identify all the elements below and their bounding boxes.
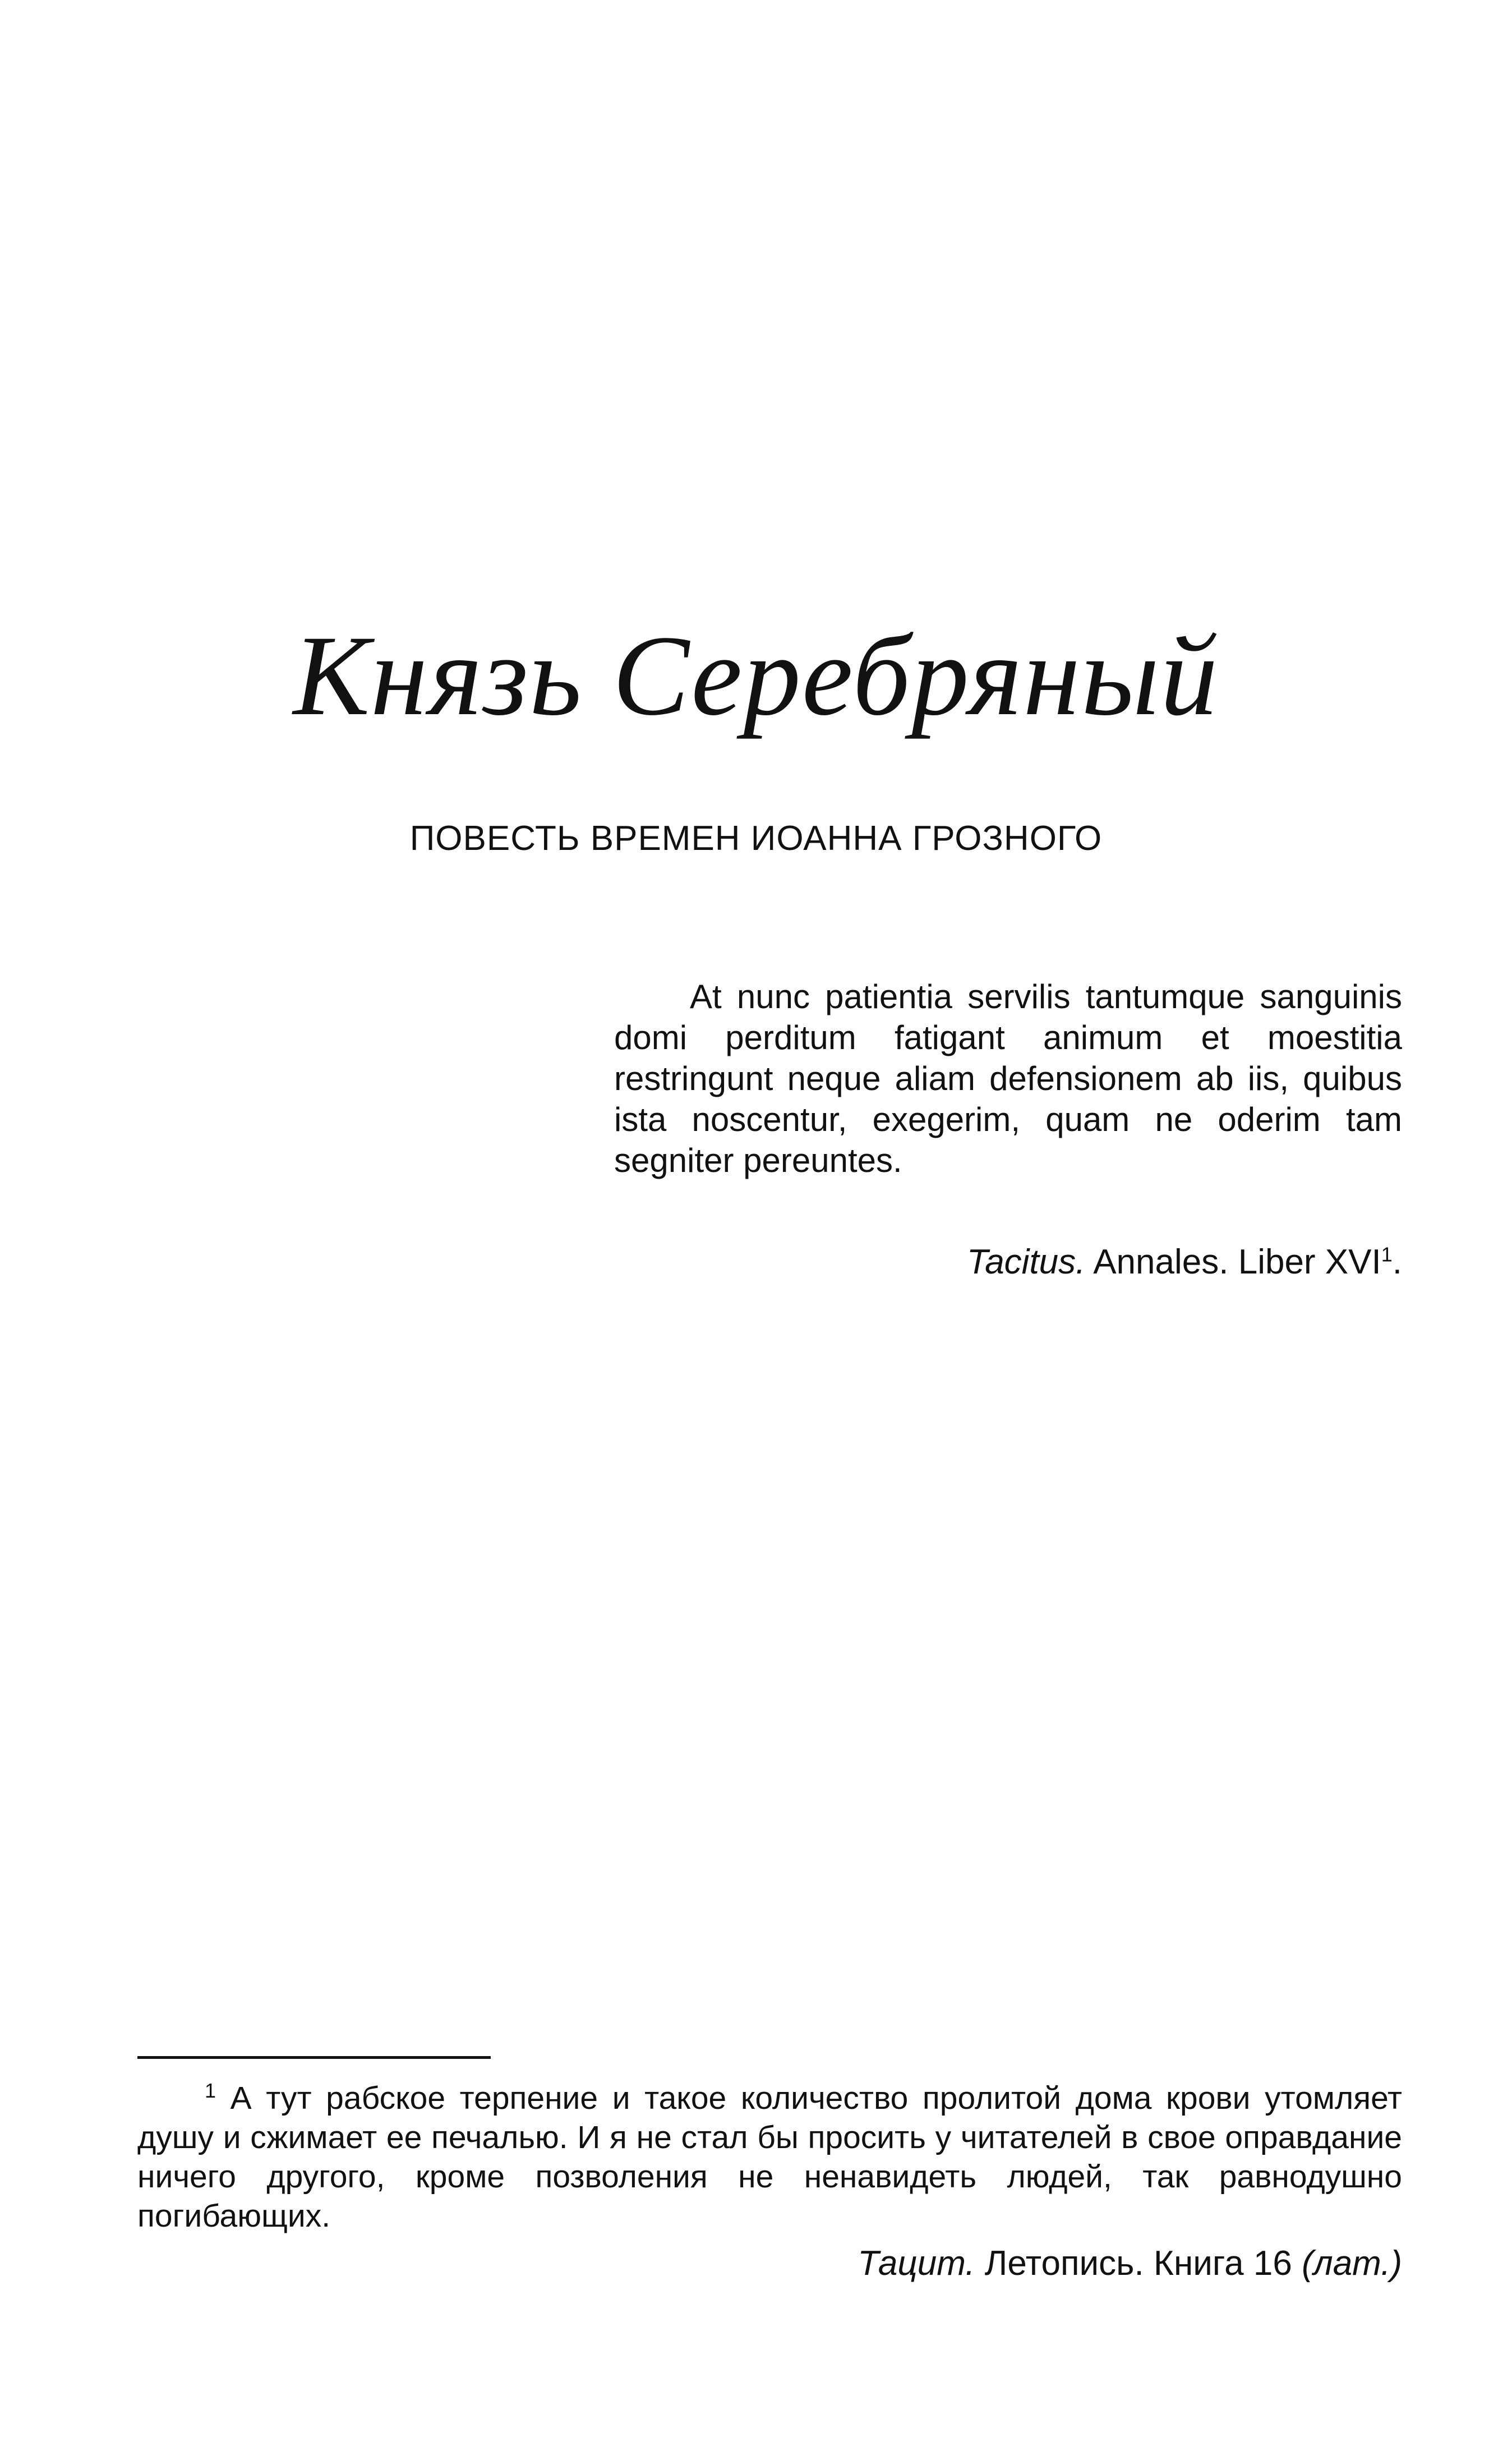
footnote-body: А тут рабское терпение и такое количество пролитой дома крови утомляет душу и сжимает ее печалью. И я не стал бы просить у читателей в свое оправдание ничего другого, кроме позволения не ненавидеть людей, так равнодушно погибающих. xyxy=(137,2080,1402,2234)
epigraph-source xyxy=(614,1240,1402,1285)
epigraph-work: Annales. Liber XVI xyxy=(1093,1243,1381,1281)
epigraph-author: Tacitus. xyxy=(967,1243,1086,1281)
footnote-lang: (лат.) xyxy=(1302,2244,1402,2283)
subtitle: ПОВЕСТЬ ВРЕМЕН ИОАННА ГРОЗНОГО xyxy=(409,819,1103,858)
footnote-author: Тацит. xyxy=(858,2244,975,2283)
epigraph-footnote-mark[interactable]: 1 xyxy=(1381,1243,1393,1266)
epigraph-text: At nunc patientia servilis tantumque sanguinis domi perditum fatigant animum et moestitia restringunt neque aliam defensionem ab iis, quibus ista noscentur, exegerim, quam ne oderim tam segniter pereuntes. xyxy=(614,978,1402,1179)
footnote-divider xyxy=(137,2056,491,2059)
footnote-text xyxy=(137,2079,1402,2236)
footnote-source xyxy=(137,2241,1402,2286)
footnote-mark: 1 xyxy=(205,2079,216,2102)
page-title: Князь Серебряный xyxy=(293,612,1219,739)
footnote-work: Летопись. Книга 16 xyxy=(984,2244,1292,2283)
epigraph-end-punct: . xyxy=(1392,1243,1402,1281)
